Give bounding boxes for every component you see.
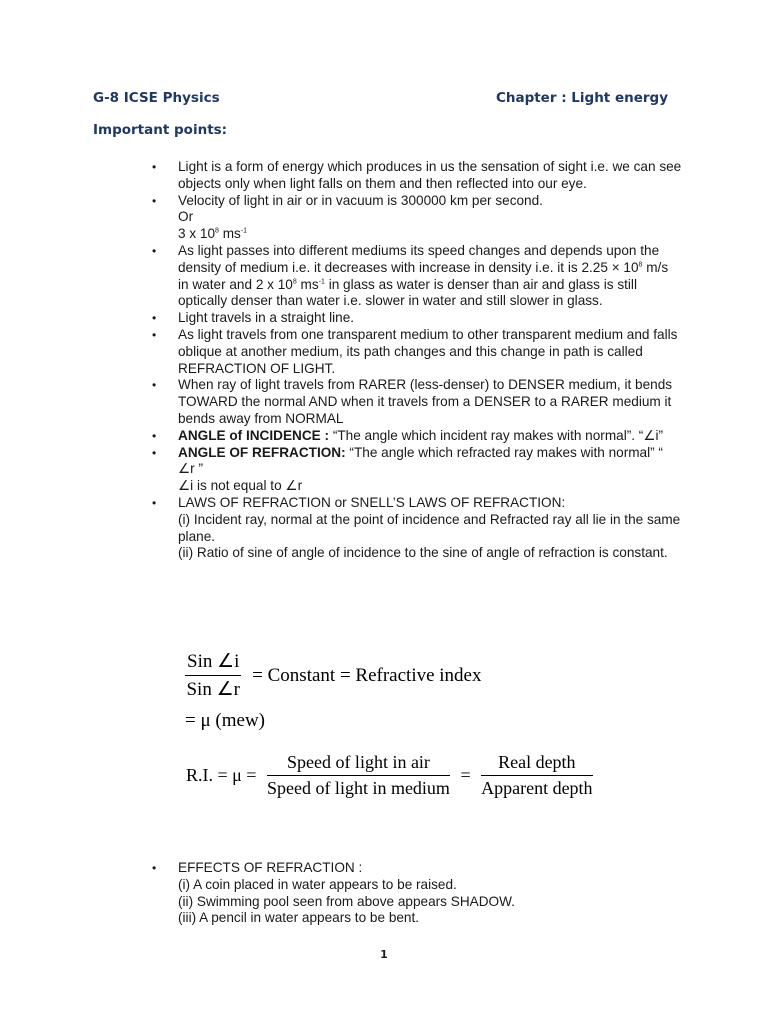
list-item bbox=[152, 310, 682, 327]
effects-title: • EFFECTS OF REFRACTION : bbox=[178, 860, 363, 875]
point-text-or: Or bbox=[178, 209, 194, 225]
effect-text: (i) A coin placed in water appears to be raised. bbox=[178, 876, 457, 892]
fraction-numerator: Sin ∠i bbox=[185, 650, 241, 676]
velocity-unit-exponent: -1 bbox=[240, 227, 248, 235]
point-text: ms bbox=[296, 276, 319, 292]
point-text: “The angle which incident ray makes with normal”. “∠i” bbox=[329, 427, 664, 443]
page-number: 1 bbox=[380, 948, 388, 961]
effect-text: (iii) A pencil in water appears to be bent. bbox=[178, 910, 420, 926]
list-item bbox=[152, 495, 682, 562]
section-heading: Important points: bbox=[93, 122, 228, 138]
point-text: “The angle which refracted ray makes with normal” “ ∠r ” bbox=[178, 444, 663, 477]
snell-formula bbox=[185, 650, 488, 701]
list-item bbox=[152, 445, 682, 495]
velocity-unit: ms bbox=[218, 226, 241, 242]
sine-ratio bbox=[185, 650, 241, 701]
refractive-index-formula bbox=[186, 752, 593, 799]
point-text: in glass as water is denser than air and glass is still optically denser than water i.e. slower in water and still slower in glass. bbox=[178, 276, 637, 309]
velocity-base: 3 x 10 bbox=[178, 226, 216, 242]
point-text: Light is a form of energy which produces in us the sensation of sight i.e. we can see objects only when light falls on them and then reflected into our eye. bbox=[178, 159, 682, 191]
list-item bbox=[152, 860, 682, 927]
fraction-numerator: Speed of light in air bbox=[267, 752, 450, 776]
point-text: As light travels from one transparent medium to other transparent medium and falls oblique at another medium, its path changes and this change in path is called REFRACTION OF LIGHT. bbox=[178, 326, 678, 376]
mu-formula bbox=[185, 710, 265, 732]
point-text: Light travels in a straight line. bbox=[178, 310, 355, 326]
term-label: ANGLE OF REFRACTION: bbox=[178, 444, 346, 460]
point-text: ∠i is not equal to ∠r bbox=[178, 478, 303, 494]
depth-ratio bbox=[481, 752, 592, 799]
list-item bbox=[152, 327, 682, 377]
fraction-denominator: Sin ∠r bbox=[186, 679, 240, 700]
list-item bbox=[152, 428, 682, 445]
point-text: • Velocity of light in air or in vacuum is 300000 km per second. bbox=[178, 192, 543, 208]
exponent: 8 bbox=[292, 278, 297, 286]
law-text: (ii) Ratio of sine of angle of incidence to the sine of angle of refraction is constant. bbox=[178, 545, 668, 561]
chapter-title: Chapter : Light energy bbox=[495, 90, 668, 106]
list-item bbox=[152, 243, 682, 310]
velocity-exponent: 8 bbox=[215, 227, 219, 235]
exponent: 8 bbox=[638, 261, 643, 269]
list-item bbox=[152, 159, 682, 193]
important-points-list bbox=[152, 159, 682, 562]
formula-text: = μ (mew) bbox=[185, 710, 265, 731]
exponent: -1 bbox=[318, 278, 325, 286]
effect-text: (ii) Swimming pool seen from above appears SHADOW. bbox=[178, 893, 515, 909]
formula-rhs: = Constant = Refractive index bbox=[252, 664, 482, 686]
point-text: As light passes into different mediums its speed changes and depends upon the density of medium i.e. it decreases with increase in density i.e. it is 2.25 × 10 bbox=[178, 242, 660, 275]
fraction-denominator: Speed of light in medium bbox=[266, 778, 450, 798]
velocity-value bbox=[178, 226, 682, 243]
equals-sign: = bbox=[460, 765, 471, 785]
point-text: When ray of light travels from RARER (less-denser) to DENSER medium, it bends TOWARD the normal AND when it travels from a DENSER to a RARER medium it bends away from NORMAL bbox=[178, 377, 673, 426]
list-item bbox=[152, 377, 682, 427]
speed-ratio bbox=[267, 752, 450, 799]
formula-lhs: R.I. = μ = bbox=[186, 765, 257, 785]
list-item bbox=[152, 193, 682, 243]
effects-list bbox=[152, 860, 682, 927]
law-text: (i) Incident ray, normal at the point of incidence and Refracted ray all lie in the same plane. bbox=[178, 511, 681, 544]
laws-title: • LAWS OF REFRACTION or SNELL’S LAWS OF REFRACTION: bbox=[178, 494, 566, 510]
document-subject: G-8 ICSE Physics bbox=[93, 90, 220, 106]
point-text: m/s in water and 2 x 10 bbox=[178, 259, 669, 292]
fraction-numerator: Real depth bbox=[481, 752, 592, 776]
fraction-denominator: Apparent depth bbox=[481, 778, 593, 798]
term-label: ANGLE of INCIDENCE : bbox=[178, 427, 330, 443]
